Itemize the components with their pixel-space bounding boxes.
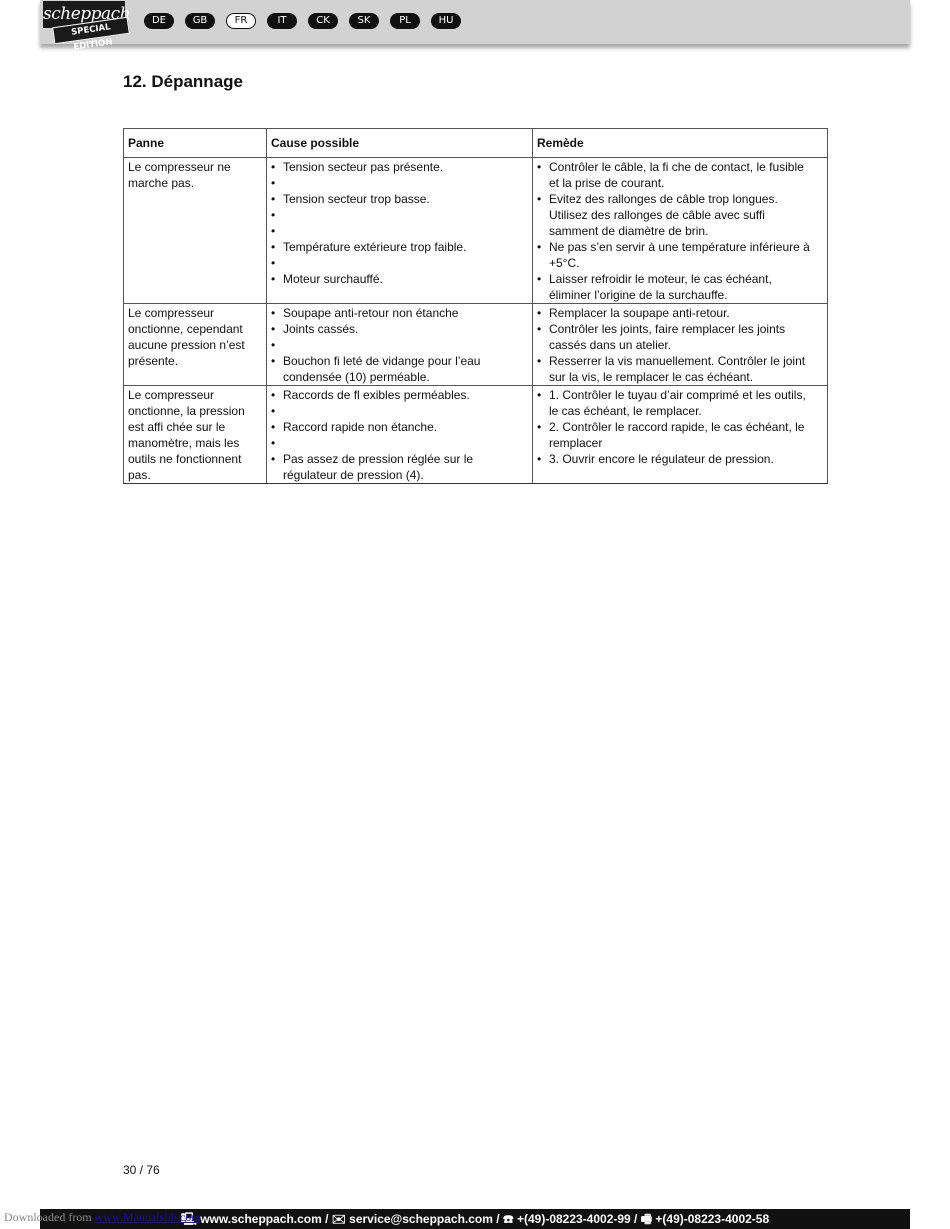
remede-cell — [533, 158, 828, 304]
logo-wordmark: scheppach — [43, 1, 125, 28]
page-header — [40, 0, 910, 53]
panne-line: Le compresseur — [128, 388, 215, 402]
panne-line: Le compresseur — [128, 306, 215, 320]
cause-text: condensée (10) perméable. — [283, 370, 430, 384]
cause-text: • Moteur surchauffé. — [283, 272, 383, 286]
spacer — [271, 435, 528, 451]
cause-text: • Température extérieure trop faible. — [283, 240, 467, 254]
remede-text: samment de diamètre de brin. — [549, 224, 709, 238]
cause-text: • Joints cassés. — [283, 322, 359, 336]
table-header-row — [124, 129, 828, 158]
lang-tab-fr[interactable]: FR — [226, 13, 256, 29]
scheppach-logo — [43, 1, 131, 53]
panne-line: aucune pression n’est — [128, 338, 245, 352]
cause-item — [271, 159, 528, 175]
lang-tab-ck[interactable]: CK — [308, 13, 338, 29]
table-row — [124, 386, 828, 484]
panne-line: onctionne, cependant — [128, 322, 243, 336]
remede-cell — [533, 386, 828, 484]
cause-text: • Pas assez de pression réglée sur le — [283, 452, 474, 466]
remede-item — [537, 387, 823, 419]
remede-text: • Laisser refroidir le moteur, le cas échéant, — [549, 272, 772, 286]
remede-text: • Evitez des rallonges de câble trop longues. — [549, 192, 778, 206]
remede-text: • 3. Ouvrir encore le régulateur de pression. — [549, 452, 774, 466]
spacer — [271, 175, 528, 191]
panne-line: Le compresseur ne — [128, 160, 231, 174]
spacer — [271, 255, 528, 271]
cause-cell — [267, 386, 533, 484]
cause-text: • Tension secteur trop basse. — [283, 192, 430, 206]
remede-item — [537, 191, 823, 239]
column-header-remede: Remède — [533, 129, 828, 158]
remede-text: • 2. Contrôler le raccord rapide, le cas échéant, le — [549, 420, 805, 434]
cause-item — [271, 419, 528, 435]
table-row — [124, 304, 828, 386]
cause-text: • Soupape anti-retour non étanche — [283, 306, 459, 320]
cause-text: régulateur de pression (4). — [283, 468, 424, 482]
spacer — [271, 207, 528, 223]
remede-text: • Resserrer la vis manuellement. Contrôler le joint — [549, 354, 806, 368]
troubleshooting-table — [123, 128, 828, 484]
panne-cell — [124, 158, 267, 304]
lang-tab-sk[interactable]: SK — [349, 13, 379, 29]
remede-item — [537, 271, 823, 303]
remede-text: éliminer l’origine de la surchauffe. — [549, 288, 728, 302]
panne-line: marche pas. — [128, 176, 195, 190]
panne-line: onctionne, la pression — [128, 404, 245, 418]
cause-text: • Raccords de fl exibles perméables. — [283, 388, 470, 402]
remede-item — [537, 321, 823, 353]
spacer — [271, 337, 528, 353]
download-link[interactable]: www.Manualslib.com — [94, 1210, 201, 1224]
panne-line: présente. — [128, 354, 179, 368]
remede-text: • Contrôler le câble, la fi che de contact, le fusible — [549, 160, 804, 174]
lang-tab-hu[interactable]: HU — [431, 13, 461, 29]
cause-item — [271, 321, 528, 337]
logo-badge: SPECIAL EDITION — [52, 17, 130, 44]
remede-text: cassés dans un atelier. — [549, 338, 672, 352]
remede-text: • Remplacer la soupape anti-retour. — [549, 306, 730, 320]
remede-item — [537, 353, 823, 385]
cause-text: • Bouchon fi leté de vidange pour l’eau — [283, 354, 481, 368]
table-row — [124, 158, 828, 304]
column-header-panne: Panne — [124, 129, 267, 158]
cause-text: • Raccord rapide non étanche. — [283, 420, 438, 434]
cause-item — [271, 239, 528, 255]
spacer — [271, 403, 528, 419]
cause-item — [271, 271, 528, 287]
panne-cell — [124, 386, 267, 484]
remede-text: Utilisez des rallonges de câble avec suffi — [549, 208, 765, 222]
remede-text: • Contrôler les joints, faire remplacer les joints — [549, 322, 786, 336]
lang-tab-gb[interactable]: GB — [185, 13, 215, 29]
remede-cell — [533, 304, 828, 386]
remede-text: • Ne pas s’en servir à une température inférieure à — [549, 240, 810, 254]
language-selector — [144, 13, 461, 29]
lang-tab-de[interactable]: DE — [144, 13, 174, 29]
page-number: 30 / 76 — [123, 1163, 160, 1177]
remede-text: • 1. Contrôler le tuyau d’air comprimé et les outils, — [549, 388, 806, 402]
cause-item — [271, 191, 528, 207]
remede-text: +5°C. — [549, 256, 580, 270]
lang-tab-pl[interactable]: PL — [390, 13, 420, 29]
panne-line: est affi chée sur le — [128, 420, 226, 434]
cause-cell — [267, 304, 533, 386]
panne-line: manomètre, mais les — [128, 436, 240, 450]
column-header-cause: Cause possible — [267, 129, 533, 158]
download-prefix: Downloaded from — [4, 1210, 92, 1224]
remede-text: et la prise de courant. — [549, 176, 665, 190]
lang-tab-it[interactable]: IT — [267, 13, 297, 29]
download-notice — [4, 1209, 201, 1225]
remede-text: sur la vis, le remplacer le cas échéant. — [549, 370, 754, 384]
remede-item — [537, 451, 823, 467]
panne-line: pas. — [128, 468, 151, 482]
cause-cell — [267, 158, 533, 304]
cause-item — [271, 387, 528, 403]
cause-item — [271, 305, 528, 321]
remede-item — [537, 305, 823, 321]
page-title: 12. Dépannage — [123, 72, 243, 91]
remede-item — [537, 159, 823, 191]
contact-footer: 🖳 www.scheppach.com / ✉ service@scheppach.com / ☎ +(49)-08223-4002-99 / 🖷 +(49)-08223-4002-58 — [40, 1209, 910, 1229]
remede-text: le cas échéant, le remplacer. — [549, 404, 702, 418]
panne-cell — [124, 304, 267, 386]
cause-item — [271, 451, 528, 483]
cause-item — [271, 353, 528, 385]
panne-line: outils ne fonctionnent — [128, 452, 242, 466]
remede-item — [537, 239, 823, 271]
remede-item — [537, 419, 823, 451]
spacer — [271, 223, 528, 239]
cause-text: • Tension secteur pas présente. — [283, 160, 444, 174]
remede-text: remplacer — [549, 436, 603, 450]
